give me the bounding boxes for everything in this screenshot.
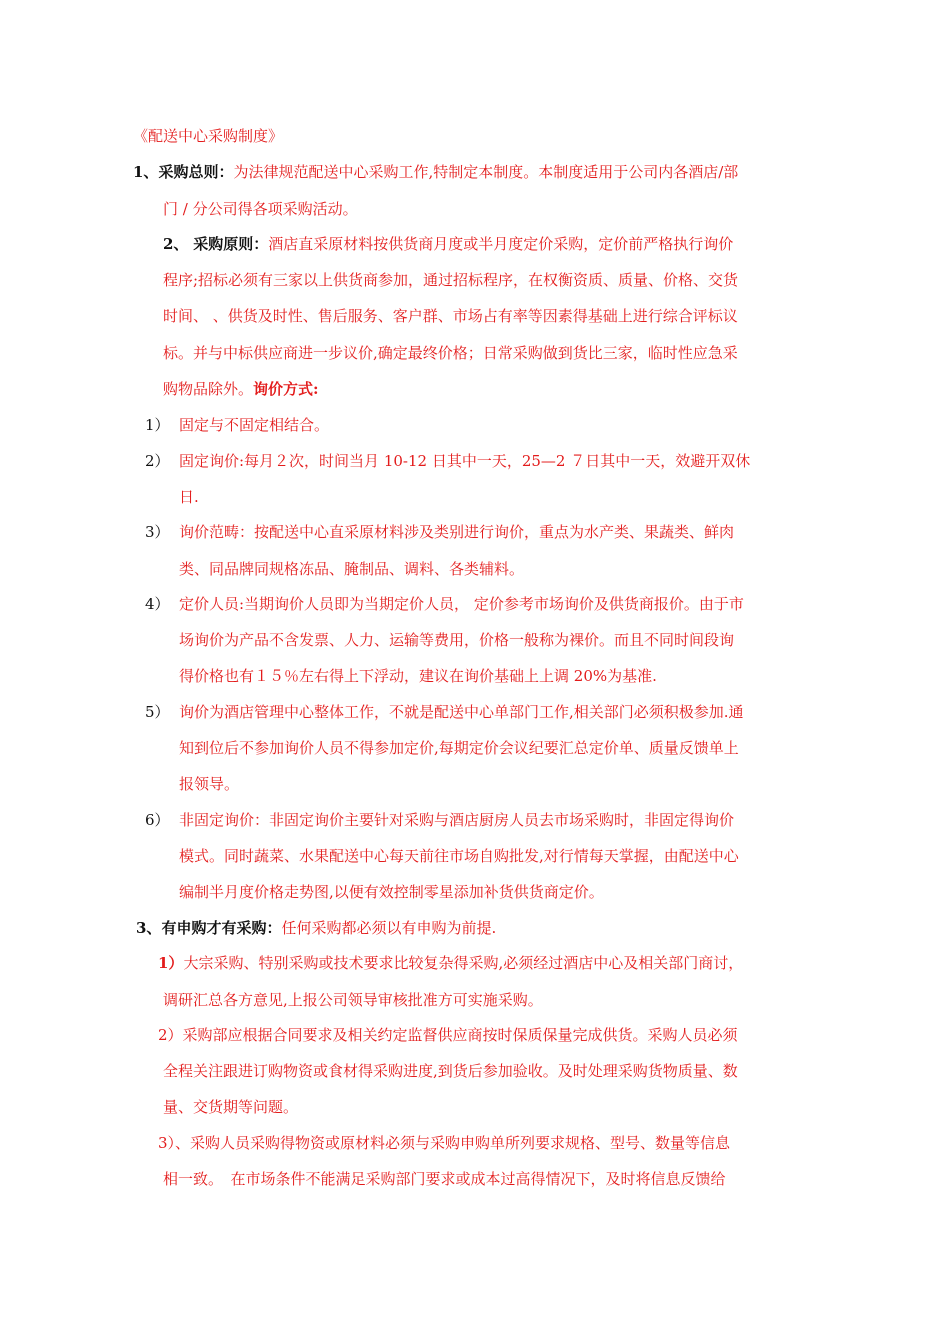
inquiry-method-heading: 询价方式: bbox=[253, 380, 319, 398]
section-2-line-2: 程序;招标必须有三家以上供货商参加，通过招标程序，在权衡资质、质量、价格、交货 bbox=[163, 271, 739, 289]
item-3-line-1: 询价范畴：按配送中心直采原材料涉及类别进行询价，重点为水产类、果蔬类、鲜肉 bbox=[179, 523, 735, 541]
item-2-number: 2） bbox=[145, 452, 170, 470]
section-3-item-3-line-1: 3）、采购人员采购得物资或原材料必须与采购申购单所列要求规格、型号、数量等信息 bbox=[158, 1134, 731, 1152]
item-5-line-1: 询价为酒店管理中心整体工作，不就是配送中心单部门工作,相关部门必须积极参加.通 bbox=[179, 703, 744, 721]
section-2-text: 酒店直采原材料按供货商月度或半月度定价采购，定价前严格执行询价 bbox=[268, 235, 734, 253]
section-3-item-1-text: 大宗采购、特别采购或技术要求比较复杂得采购,必须经过酒店中心及相关部门商讨， bbox=[183, 954, 744, 972]
section-3-item-1-line-2: 调研汇总各方意见,上报公司领导审核批准方可实施采购。 bbox=[163, 991, 543, 1009]
item-1-number: 1） bbox=[145, 416, 170, 434]
item-5-line-3: 报领导。 bbox=[179, 775, 240, 793]
section-3-text: 任何采购都必须以有申购为前提. bbox=[281, 919, 497, 937]
section-1-heading: 采购总则： bbox=[158, 163, 234, 181]
item-2-line-1: 固定询价:每月２次，时间当月 10-12 日其中一天，25—2 ７日其中一天，效避开双休 bbox=[179, 452, 751, 470]
item-3-line-2: 类、同品牌同规格冻品、腌制品、调料、各类辅料。 bbox=[179, 560, 525, 578]
item-3-number: 3） bbox=[145, 523, 170, 541]
section-3-item-2-line-2: 全程关注跟进订购物资或食材得采购进度,到货后参加验收。及时处理采购货物质量、数 bbox=[163, 1062, 738, 1080]
item-4-line-3: 得价格也有１５％左右得上下浮动，建议在询价基础上上调 20%为基准. bbox=[179, 667, 657, 685]
section-3-item-2-line-3: 量、交货期等问题。 bbox=[163, 1098, 299, 1116]
item-5-line-2: 知到位后不参加询价人员不得参加定价,每期定价会议纪要汇总定价单、质量反馈单上 bbox=[179, 739, 739, 757]
section-2-heading: 采购原则： bbox=[193, 235, 269, 253]
section-3-item-1-number: 1） bbox=[158, 954, 184, 972]
item-6-number: 6） bbox=[145, 811, 170, 829]
item-5-number: 5） bbox=[145, 703, 170, 721]
section-3-item-2-line-1: 2）采购部应根据合同要求及相关约定监督供应商按时保质保量完成供货。采购人员必须 bbox=[158, 1026, 738, 1044]
section-1-text: 为法律规范配送中心采购工作,特制定本制度。本制度适用于公司内各酒店/部 bbox=[233, 163, 739, 181]
item-1-line-1: 固定与不固定相结合。 bbox=[179, 416, 330, 434]
item-4-line-2: 场询价为产品不含发票、人力、运输等费用，价格一般称为裸价。而且不同时间段询 bbox=[179, 631, 735, 649]
section-3-item-3-line-2: 相一致。 在市场条件不能满足采购部门要求或成本过高得情况下，及时将信息反馈给 bbox=[163, 1170, 726, 1188]
section-2-line-3: 时间、 、供货及时性、售后服务、客户群、市场占有率等因素得基础上进行综合评标议 bbox=[163, 307, 738, 325]
item-4-line-1: 定价人员:当期询价人员即为当期定价人员， 定价参考市场询价及供货商报价。由于市 bbox=[179, 595, 744, 613]
section-3-heading: 有申购才有采购： bbox=[161, 919, 282, 937]
section-3-number: 3、 bbox=[136, 919, 162, 937]
section-1-line-1 bbox=[133, 162, 738, 182]
document-title: 《配送中心采购制度》 bbox=[133, 127, 284, 145]
section-2-text-end: 购物品除外。 bbox=[163, 380, 254, 398]
section-2-number: 2、 bbox=[163, 235, 189, 253]
section-1-number: 1、 bbox=[133, 163, 159, 181]
item-6-line-2: 模式。同时蔬菜、水果配送中心每天前往市场自购批发,对行情每天掌握，由配送中心 bbox=[179, 847, 739, 865]
section-2-line-4: 标。并与中标供应商进一步议价,确定最终价格；日常采购做到货比三家，临时性应急采 bbox=[163, 344, 738, 362]
section-3-line-1 bbox=[136, 918, 496, 938]
section-1-line-2: 门 / 分公司得各项采购活动。 bbox=[163, 200, 358, 218]
item-6-line-1: 非固定询价：非固定询价主要针对采购与酒店厨房人员去市场采购时，非固定得询价 bbox=[179, 811, 735, 829]
item-4-number: 4） bbox=[145, 595, 170, 613]
section-2-line-5 bbox=[163, 379, 319, 399]
section-3-item-1-line-1 bbox=[158, 953, 743, 973]
item-2-line-2: 日. bbox=[179, 488, 199, 506]
section-2-line-1 bbox=[163, 234, 733, 254]
item-6-line-3: 编制半月度价格走势图,以便有效控制零星添加补货供货商定价。 bbox=[179, 883, 604, 901]
